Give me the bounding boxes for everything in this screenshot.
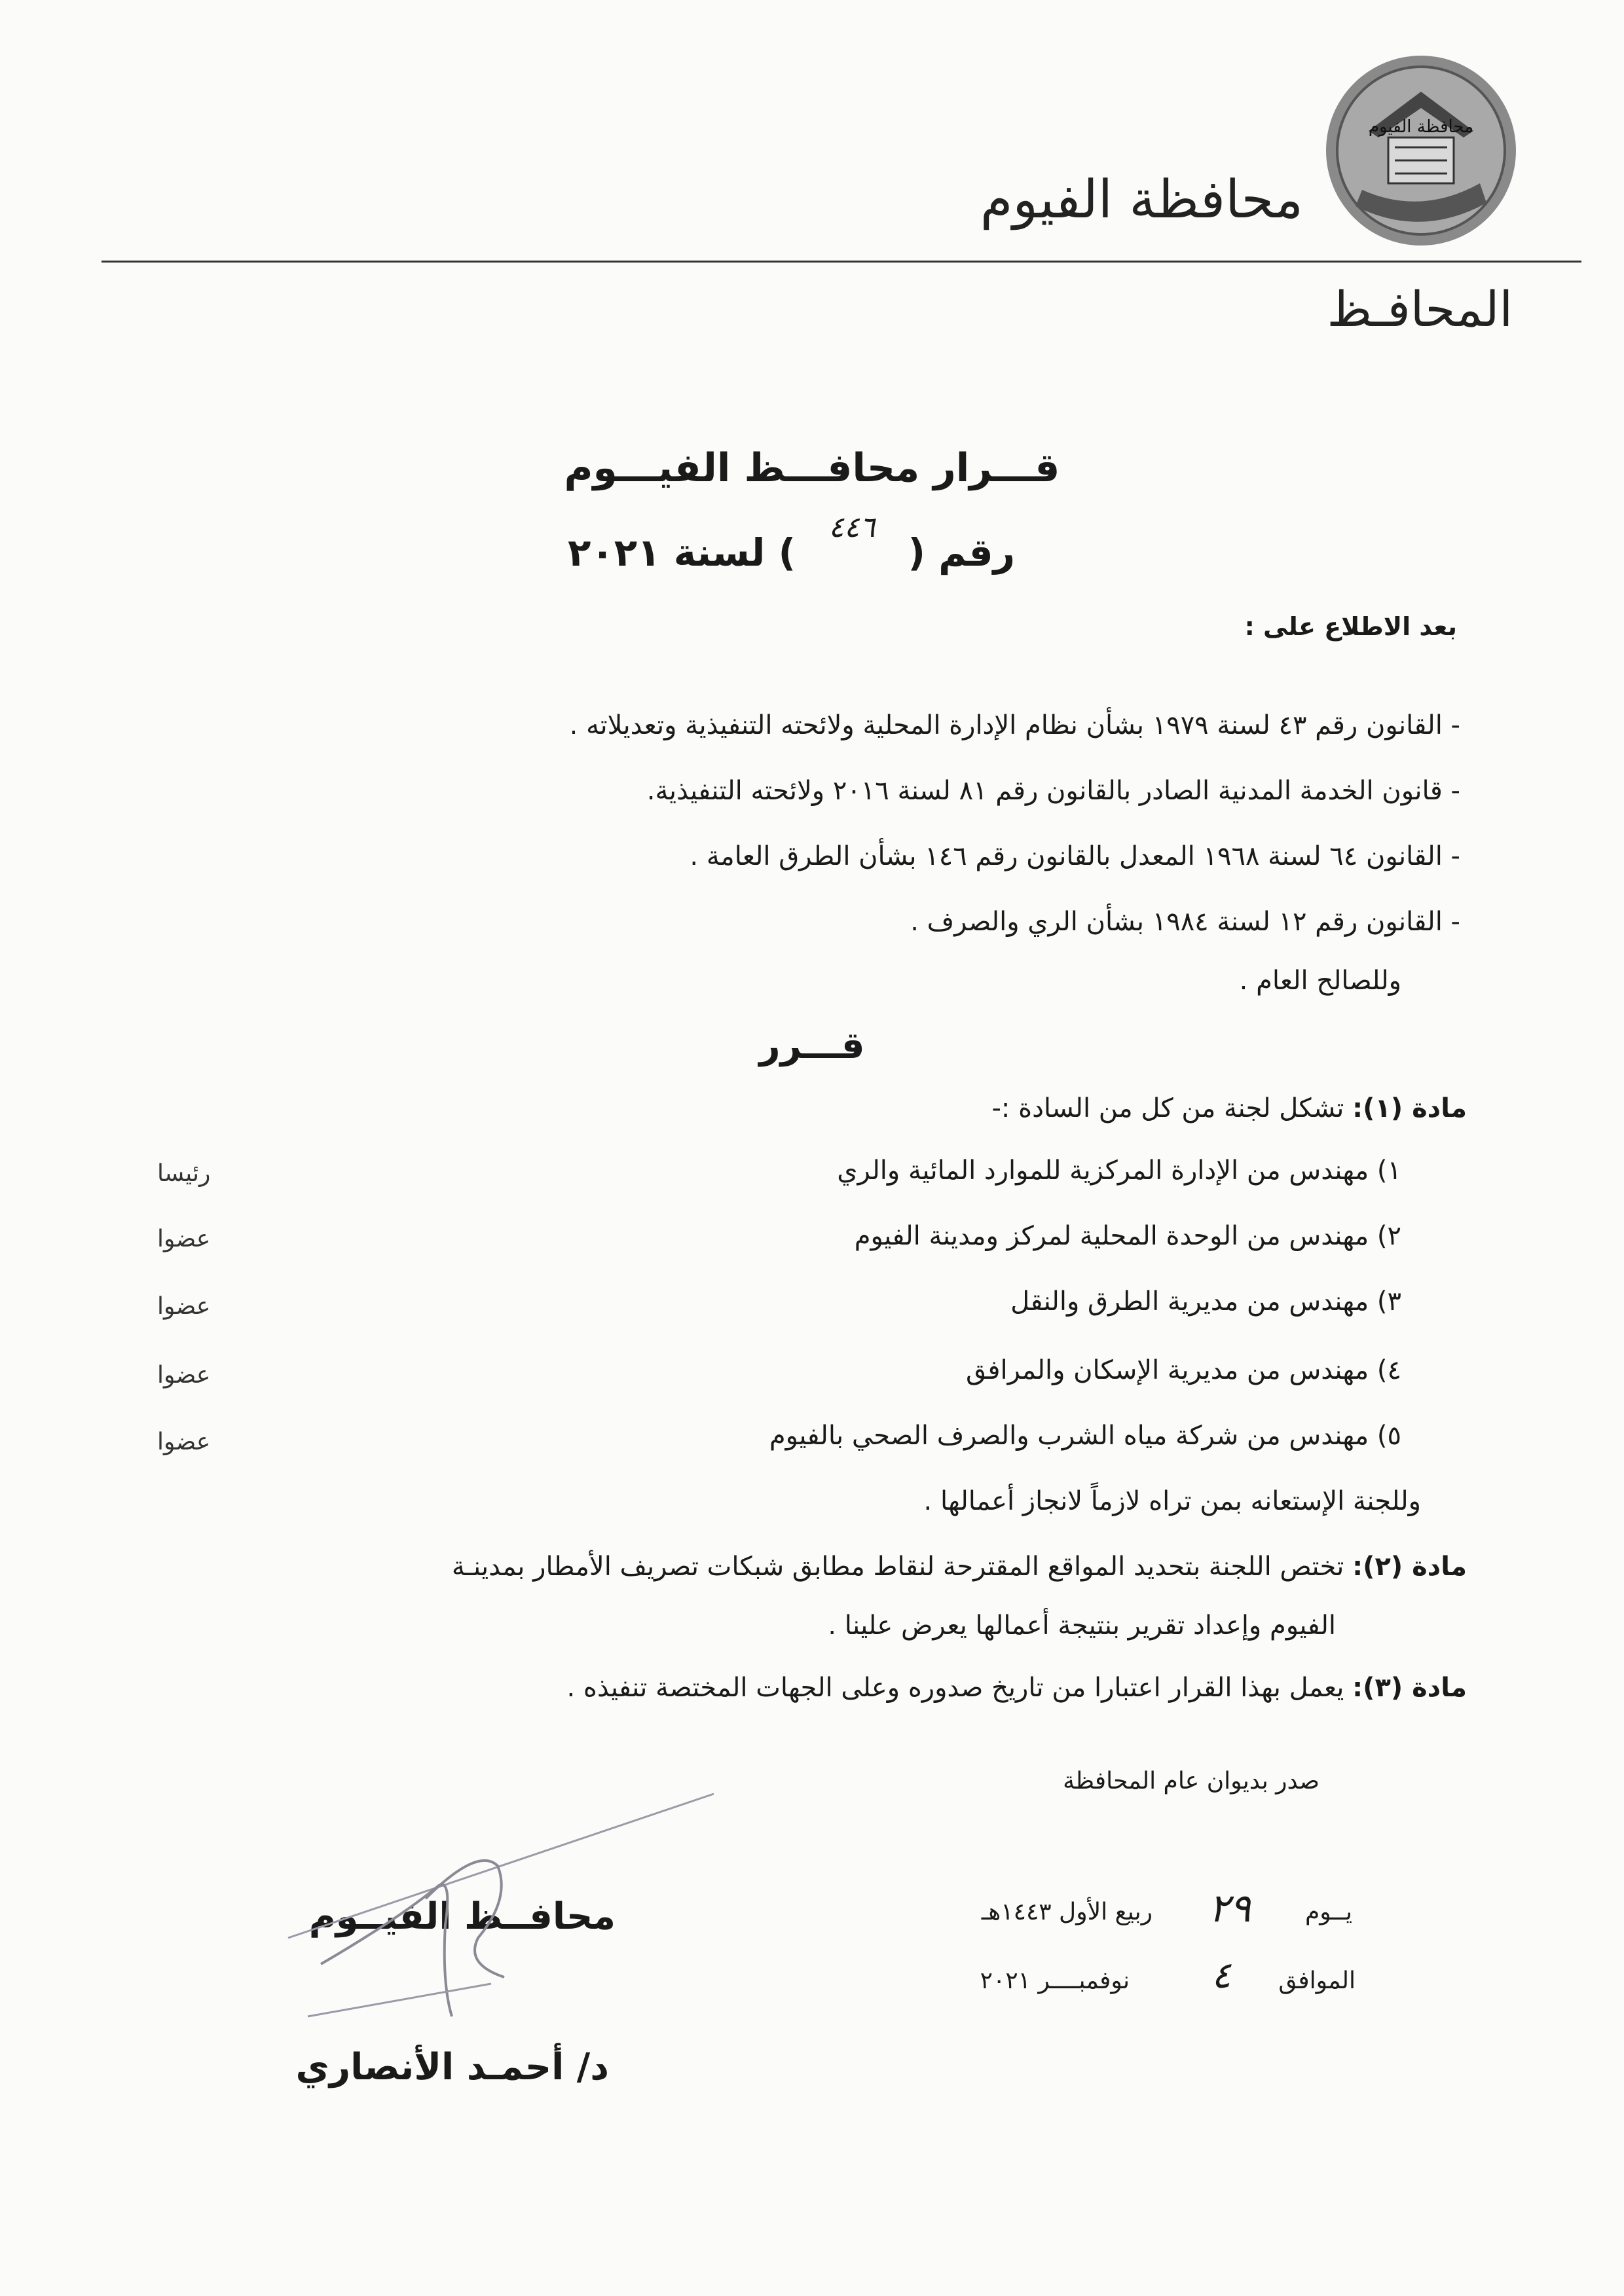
preamble-closing: وللصالح العام . [1239,966,1401,996]
decree-number-suffix: ) لسنة ٢٠٢١ [567,530,796,575]
article-1-label: مادة (١): [1352,1093,1467,1123]
article-1 [991,1093,1467,1123]
member-role: عضوا [157,1362,211,1389]
article-2 [452,1552,1467,1582]
decree-number-line [567,511,1015,575]
governorate-seal-logo [1323,52,1519,249]
handwritten-signature [282,1768,740,2043]
decision-heading: قـــرر [759,1025,865,1067]
preamble-item: - قانون الخدمة المدنية الصادر بالقانون رقم ٨١ لسنة ٢٠١٦ ولائحته التنفيذية. [646,776,1460,806]
signature-name: د/ أحمـد الأنصاري [295,2046,609,2088]
decree-number-handwritten: ٤٤٦ [828,511,876,544]
member-role: عضوا [157,1429,211,1455]
date-gregorian: نوفمبــــر ٢٠٢١ [980,1967,1130,1994]
article-2-label: مادة (٢): [1352,1552,1467,1582]
member-line: ٢) مهندس من الوحدة المحلية لمركز ومدينة الفيوم [854,1221,1401,1251]
article-3-text: يعمل بهذا القرار اعتبارا من تاريخ صدوره وعلى الجهات المختصة تنفيذه . [566,1673,1344,1703]
date-day-label: يــوم [1305,1899,1352,1925]
decree-title: قـــرار محافـــظ الفيـــوم [564,445,1060,491]
member-line: ١) مهندس من الإدارة المركزية للموارد المائية والري [837,1156,1401,1186]
governorate-name: محافظة الفيوم [980,169,1303,230]
member-line: ٣) مهندس من مديرية الطرق والنقل [1010,1286,1401,1317]
article-3-label: مادة (٣): [1352,1673,1467,1703]
article-1-note: وللجنة الإستعانه بمن تراه لازماً لانجاز أعمالها . [923,1486,1421,1516]
preamble-intro: بعد الاطلاع على : [1244,612,1457,641]
member-role: عضوا [157,1226,211,1252]
preamble-item: - القانون رقم ١٢ لسنة ١٩٨٤ بشأن الري والصرف . [910,907,1460,937]
member-line: ٥) مهندس من شركة مياه الشرب والصرف الصحي بالفيوم [769,1421,1401,1451]
article-2-line-2: الفيوم وإعداد تقرير بنتيجة أعمالها يعرض علينا . [828,1611,1336,1641]
date-greg-day-handwritten: ٤ [1211,1954,1231,1997]
date-corresponding-label: الموافق [1278,1967,1356,1994]
preamble-item: - القانون رقم ٤٣ لسنة ١٩٧٩ بشأن نظام الإدارة المحلية ولائحته التنفيذية وتعديلاته . [569,710,1460,740]
decree-number-prefix: رقم ( [908,530,1015,575]
article-3 [566,1673,1467,1703]
member-role: عضوا [157,1293,211,1320]
signature-title: محافــظ الفيــوم [308,1895,616,1938]
preamble-item: - القانون ٦٤ لسنة ١٩٦٨ المعدل بالقانون رقم ١٤٦ بشأن الطرق العامة . [690,841,1460,871]
article-2-line-1: تختص اللجنة بتحديد المواقع المقترحة لنقاط مطابق شبكات تصريف الأمطار بمدينـة [451,1552,1344,1582]
seal-text: محافظة الفيوم [1368,117,1474,137]
member-role: رئيسا [157,1160,211,1187]
member-line: ٤) مهندس من مديرية الإسكان والمرافق [966,1355,1401,1385]
header-divider [101,261,1581,263]
date-day-handwritten: ٢٩ [1208,1886,1251,1931]
article-1-text: تشكل لجنة من كل من السادة :- [991,1093,1344,1123]
office-title: المحافـظ [1327,282,1513,338]
issued-at: صدر بديوان عام المحافظة [1063,1768,1320,1795]
date-hijri: ربيع الأول ١٤٤٣هـ [981,1899,1153,1925]
